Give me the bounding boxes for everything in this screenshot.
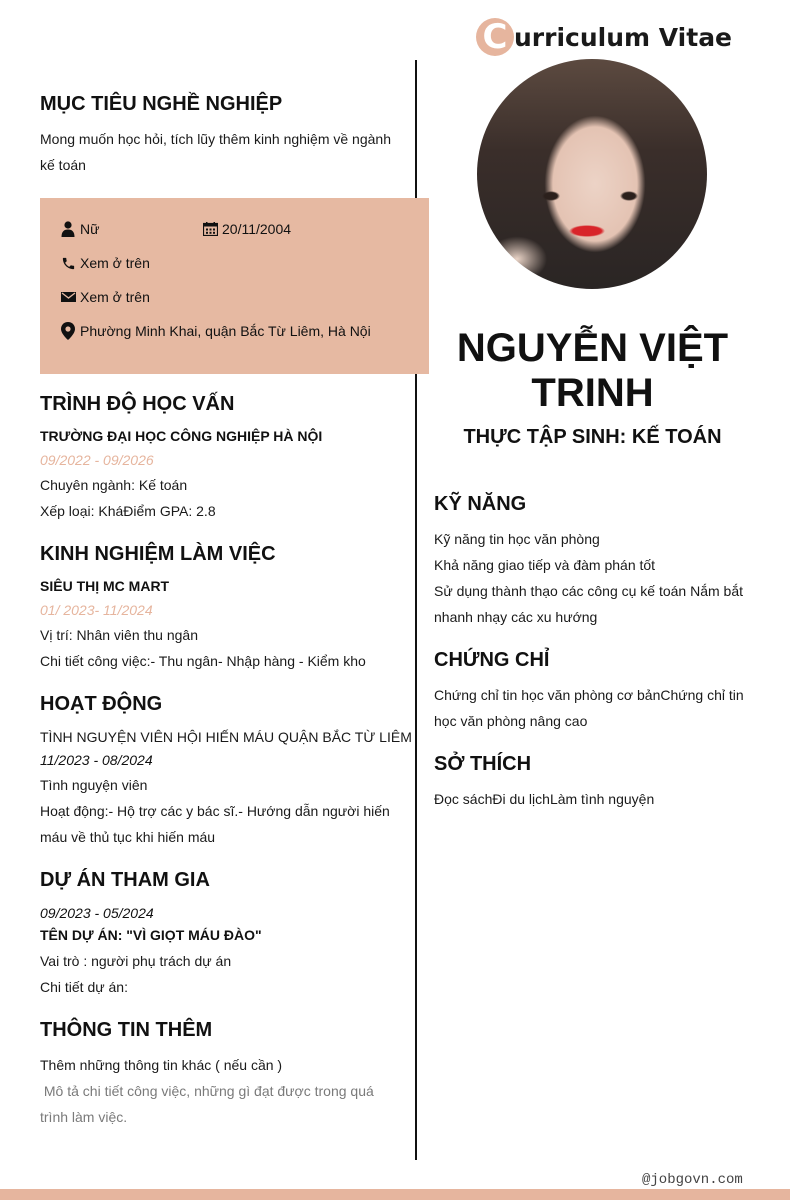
contact-birthday xyxy=(202,221,291,237)
education-school: TRƯỜNG ĐẠI HỌC CÔNG NGHIỆP HÀ NỘI xyxy=(40,428,323,444)
calendar-icon xyxy=(202,221,218,237)
phone-icon xyxy=(60,255,76,271)
activities-role: Tình nguyện viên xyxy=(40,777,148,793)
certificates-line-2: học văn phòng nâng cao xyxy=(434,713,588,729)
experience-company: SIÊU THỊ MC MART xyxy=(40,578,170,594)
phone-value: Xem ở trên xyxy=(80,255,150,271)
section-title-experience: KINH NGHIỆM LÀM VIỆC xyxy=(40,543,276,565)
skill-item: Khả năng giao tiếp và đàm phán tốt xyxy=(434,557,656,573)
section-title-skills: KỸ NĂNG xyxy=(434,493,527,515)
section-title-certificates: CHỨNG CHỈ xyxy=(434,649,550,671)
certificates-line-1: Chứng chỉ tin học văn phòng cơ bảnChứng chỉ tin xyxy=(434,687,744,703)
job-title: THỰC TẬP SINH: KẾ TOÁN xyxy=(463,426,722,448)
profile-photo xyxy=(477,59,707,289)
education-period: 09/2022 - 09/2026 xyxy=(40,452,154,468)
mail-icon xyxy=(60,289,76,305)
activities-period: 11/2023 - 08/2024 xyxy=(40,752,153,768)
cv-logo xyxy=(476,16,732,58)
project-role: Vai trò : người phụ trách dự án xyxy=(40,953,232,969)
logo-c-badge: C xyxy=(476,18,514,56)
hobbies-text: Đọc sáchĐi du lịchLàm tình nguyện xyxy=(434,791,655,807)
objective-line-1: Mong muốn học hỏi, tích lũy thêm kinh nghiệm về ngành xyxy=(40,131,391,147)
candidate-name-line-1: NGUYỄN VIỆT xyxy=(456,326,729,370)
contact-email xyxy=(60,289,150,305)
education-rank: Xếp loại: KháĐiểm GPA: 2.8 xyxy=(40,503,216,519)
email-value: Xem ở trên xyxy=(80,289,150,305)
gender-value: Nữ xyxy=(80,221,100,237)
section-title-education: TRÌNH ĐỘ HỌC VẤN xyxy=(40,393,235,415)
candidate-name-line-2: TRINH xyxy=(531,371,654,415)
objective-line-2: kế toán xyxy=(40,157,86,173)
additional-desc-line-2: trình làm việc. xyxy=(40,1109,128,1125)
activities-desc-line-1: Hoạt động:- Hộ trợ các y bác sĩ.- Hướng dẫn người hiến xyxy=(40,803,390,819)
section-title-hobbies: SỞ THÍCH xyxy=(434,753,532,775)
project-period: 09/2023 - 05/2024 xyxy=(40,905,154,921)
section-title-objective: MỤC TIÊU NGHỀ NGHIỆP xyxy=(40,93,283,115)
additional-line-1: Thêm những thông tin khác ( nếu cần ) xyxy=(40,1057,283,1073)
experience-position: Vị trí: Nhân viên thu ngân xyxy=(40,627,198,643)
activities-organization: TÌNH NGUYỆN VIÊN HỘI HIẾN MÁU QUẬN BẮC TỪ LIÊM xyxy=(40,729,412,745)
experience-period: 01/ 2023- 11/2024 xyxy=(40,602,153,618)
section-title-projects: DỰ ÁN THAM GIA xyxy=(40,869,210,891)
location-pin-icon xyxy=(60,323,76,339)
experience-details: Chi tiết công việc:- Thu ngân- Nhập hàng - Kiểm kho xyxy=(40,653,366,669)
birthday-value: 20/11/2004 xyxy=(222,221,292,237)
project-name: TÊN DỰ ÁN: "VÌ GIỌT MÁU ĐÀO" xyxy=(40,927,262,943)
skill-item: Kỹ năng tin học văn phòng xyxy=(434,531,600,547)
candidate-name xyxy=(430,326,755,416)
address-value: Phường Minh Khai, quận Bắc Từ Liêm, Hà Nội xyxy=(80,323,371,339)
education-major: Chuyên ngành: Kế toán xyxy=(40,477,188,493)
section-title-activities: HOẠT ĐỘNG xyxy=(40,693,163,715)
skill-item: nhanh nhạy các xu hướng xyxy=(434,609,598,625)
section-title-additional: THÔNG TIN THÊM xyxy=(40,1019,213,1041)
activities-desc-line-2: máu về thủ tục khi hiến máu xyxy=(40,829,216,845)
user-icon xyxy=(60,221,76,237)
footer-accent-bar xyxy=(0,1189,790,1200)
footer-watermark: @jobgovn.com xyxy=(642,1172,743,1188)
skill-item: Sử dụng thành thạo các công cụ kế toán Nắm bắt xyxy=(434,583,744,599)
contact-gender xyxy=(60,221,99,237)
logo-text: urriculum Vitae xyxy=(514,22,733,52)
contact-phone xyxy=(60,255,150,271)
contact-address xyxy=(60,323,371,339)
additional-desc-line-1: Mô tả chi tiết công việc, những gì đạt được trong quá xyxy=(40,1083,374,1099)
project-details: Chi tiết dự án: xyxy=(40,979,128,995)
contact-info-box xyxy=(40,198,429,374)
